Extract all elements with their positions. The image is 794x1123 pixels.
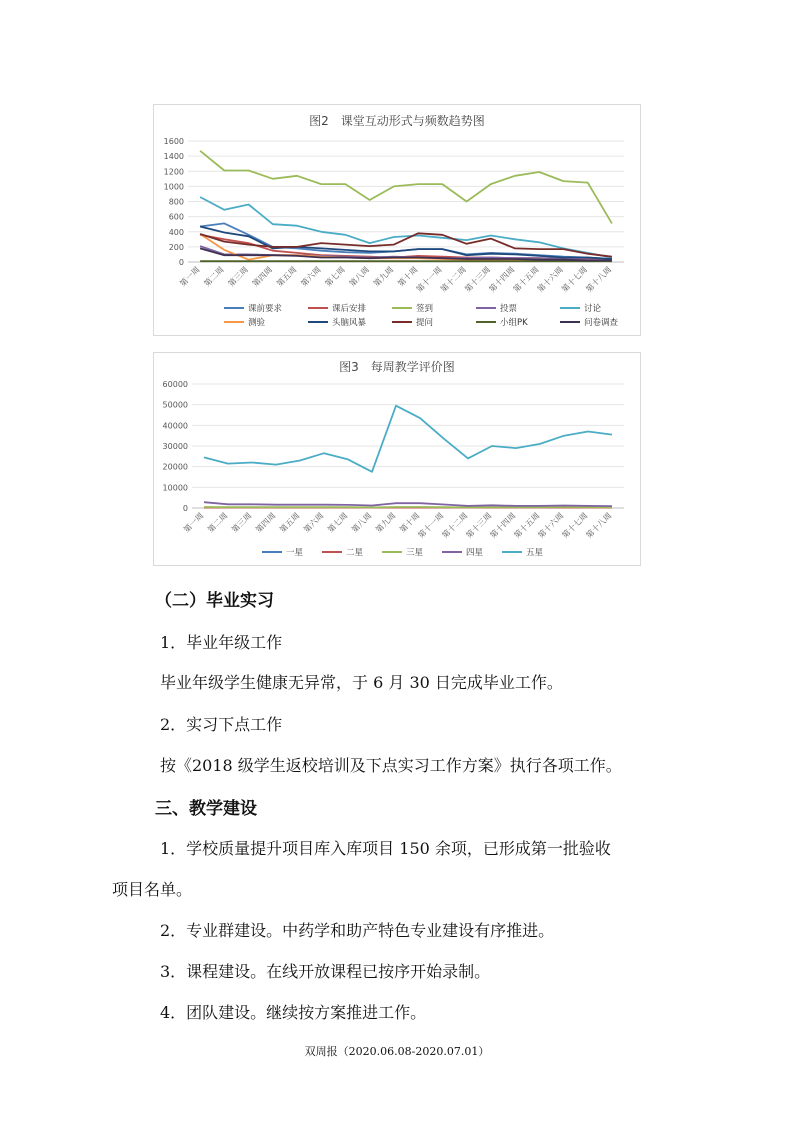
teaching-item-4: 4．团队建设。继续按方案推进工作。 — [160, 1003, 427, 1022]
item-graduating-title: 1．毕业年级工作 — [160, 633, 283, 652]
c3-x-tick-label: 第四周 — [254, 511, 278, 535]
teaching-item-3: 3．课程建设。在线开放课程已按序开始录制。 — [160, 962, 491, 981]
teaching-item-1-line2: 项目名单。 — [112, 880, 193, 899]
c2-x-tick-label: 第十八周 — [584, 265, 614, 295]
c3-x-tick-label: 第七周 — [326, 511, 350, 535]
c2-x-tick-label: 第九周 — [371, 265, 396, 289]
c3-y-tick-label: 60000 — [162, 380, 188, 389]
c3-x-tick-label: 第十七周 — [560, 511, 590, 541]
c3-x-tick-label: 第十周 — [398, 511, 422, 535]
c2-legend-label-1: 课后安排 — [332, 304, 367, 314]
section-heading-internship: （二）毕业实习 — [155, 591, 274, 611]
c2-legend-label-4: 讨论 — [584, 304, 602, 314]
c3-x-tick-label: 第九周 — [374, 511, 398, 535]
c2-x-tick-label: 第三周 — [226, 265, 250, 289]
c2-x-tick-label: 第一周 — [178, 265, 202, 289]
c3-legend-label-0: 一星 — [286, 548, 304, 558]
c3-x-tick-label: 第十二周 — [440, 511, 470, 541]
c3-y-tick-label: 10000 — [162, 483, 188, 493]
page-footer: 双周报（2020.06.08-2020.07.01） — [304, 1045, 490, 1058]
c3-x-tick-label: 第十四周 — [488, 511, 518, 541]
c2-title: 图2 课堂互动形式与频数趋势图 — [309, 114, 485, 128]
c2-y-tick-label: 1000 — [163, 182, 184, 192]
c3-legend-label-4: 五星 — [526, 548, 544, 558]
c2-y-tick-label: 0 — [178, 258, 184, 267]
c2-x-tick-label: 第四周 — [250, 265, 275, 289]
c2-x-tick-label: 第五周 — [275, 265, 299, 289]
c3-title: 图3 每周教学评价图 — [339, 360, 455, 374]
c2-x-tick-label: 第二周 — [202, 265, 226, 289]
c2-legend-label-2: 签到 — [416, 304, 434, 314]
c2-legend-label-3: 投票 — [500, 304, 518, 314]
c2-x-tick-label: 第十七周 — [560, 265, 590, 295]
c3-x-tick-label: 第二周 — [206, 511, 230, 535]
c2-legend-label-0: 课前要求 — [248, 304, 283, 314]
c2-legend-label-8: 小组PK — [500, 318, 528, 328]
c2-x-tick-label: 第七周 — [323, 265, 347, 289]
c3-x-tick-label: 第三周 — [230, 511, 254, 535]
c3-x-tick-label: 第十一周 — [416, 511, 446, 541]
c2-x-tick-label: 第十六周 — [535, 265, 565, 295]
c2-legend-label-7: 提问 — [416, 318, 434, 328]
item-placement-body: 按《2018 级学生返校培训及下点实习工作方案》执行各项工作。 — [160, 756, 622, 775]
c2-legend-label-5: 测验 — [248, 318, 266, 328]
c2-series-line-2 — [200, 151, 612, 224]
c2-x-tick-label: 第十四周 — [487, 265, 517, 295]
c3-legend-label-2: 三星 — [406, 548, 424, 558]
c3-x-tick-label: 第五周 — [278, 511, 302, 535]
c2-x-tick-label: 第十二周 — [438, 265, 468, 295]
item-placement-title: 2．实习下点工作 — [160, 715, 283, 734]
chart-weekly-evaluation — [153, 352, 641, 566]
c3-x-tick-label: 第十六周 — [536, 511, 566, 541]
c3-y-tick-label: 0 — [182, 504, 188, 513]
c3-series-line-3 — [204, 502, 612, 506]
teaching-item-2: 2．专业群建设。中药学和助产特色专业建设有序推进。 — [160, 921, 555, 940]
c2-y-tick-label: 400 — [168, 227, 184, 237]
c3-x-tick-label: 第十五周 — [512, 511, 542, 541]
c3-x-tick-label: 第十八周 — [584, 511, 614, 541]
c3-y-tick-label: 40000 — [162, 421, 188, 431]
c2-y-tick-label: 1400 — [163, 152, 184, 162]
c3-legend-label-3: 四星 — [466, 548, 484, 558]
c2-x-tick-label: 第六周 — [299, 265, 323, 289]
c3-series-line-4 — [204, 406, 612, 472]
item-graduating-body: 毕业年级学生健康无异常，于 6 月 30 日完成毕业工作。 — [160, 673, 563, 692]
c2-x-tick-label: 第十五周 — [511, 265, 541, 295]
c2-x-tick-label: 第八周 — [347, 265, 372, 289]
teaching-item-1-line1: 1．学校质量提升项目库入库项目 150 余项，已形成第一批验收 — [160, 839, 611, 858]
c3-x-tick-label: 第十三周 — [464, 511, 494, 541]
chart-interaction-trend — [153, 104, 641, 336]
c2-y-tick-label: 1200 — [163, 167, 184, 177]
c3-x-tick-label: 第六周 — [302, 511, 326, 535]
c2-y-tick-label: 1600 — [163, 137, 184, 146]
c2-y-tick-label: 200 — [168, 242, 184, 252]
section-heading-teaching: 三、教学建设 — [155, 799, 257, 819]
c3-y-tick-label: 30000 — [162, 442, 188, 451]
c2-legend-label-6: 头脑风暴 — [332, 318, 367, 328]
c2-legend-label-9: 问卷调查 — [584, 318, 619, 328]
c2-y-tick-label: 800 — [168, 197, 184, 207]
c2-series-line-0 — [200, 223, 612, 259]
c3-y-tick-label: 50000 — [162, 400, 188, 410]
chart-evaluation-svg — [154, 353, 640, 565]
c3-legend-label-1: 二星 — [346, 548, 364, 558]
c3-x-tick-label: 第一周 — [182, 511, 206, 535]
c3-y-tick-label: 20000 — [162, 462, 188, 472]
c2-x-tick-label: 第十周 — [396, 265, 420, 289]
c3-x-tick-label: 第八周 — [350, 511, 374, 535]
c2-x-tick-label: 第十三周 — [463, 265, 493, 295]
c2-x-tick-label: 第十一周 — [414, 265, 444, 295]
chart-interaction-svg — [154, 105, 640, 335]
c2-y-tick-label: 600 — [168, 212, 184, 222]
